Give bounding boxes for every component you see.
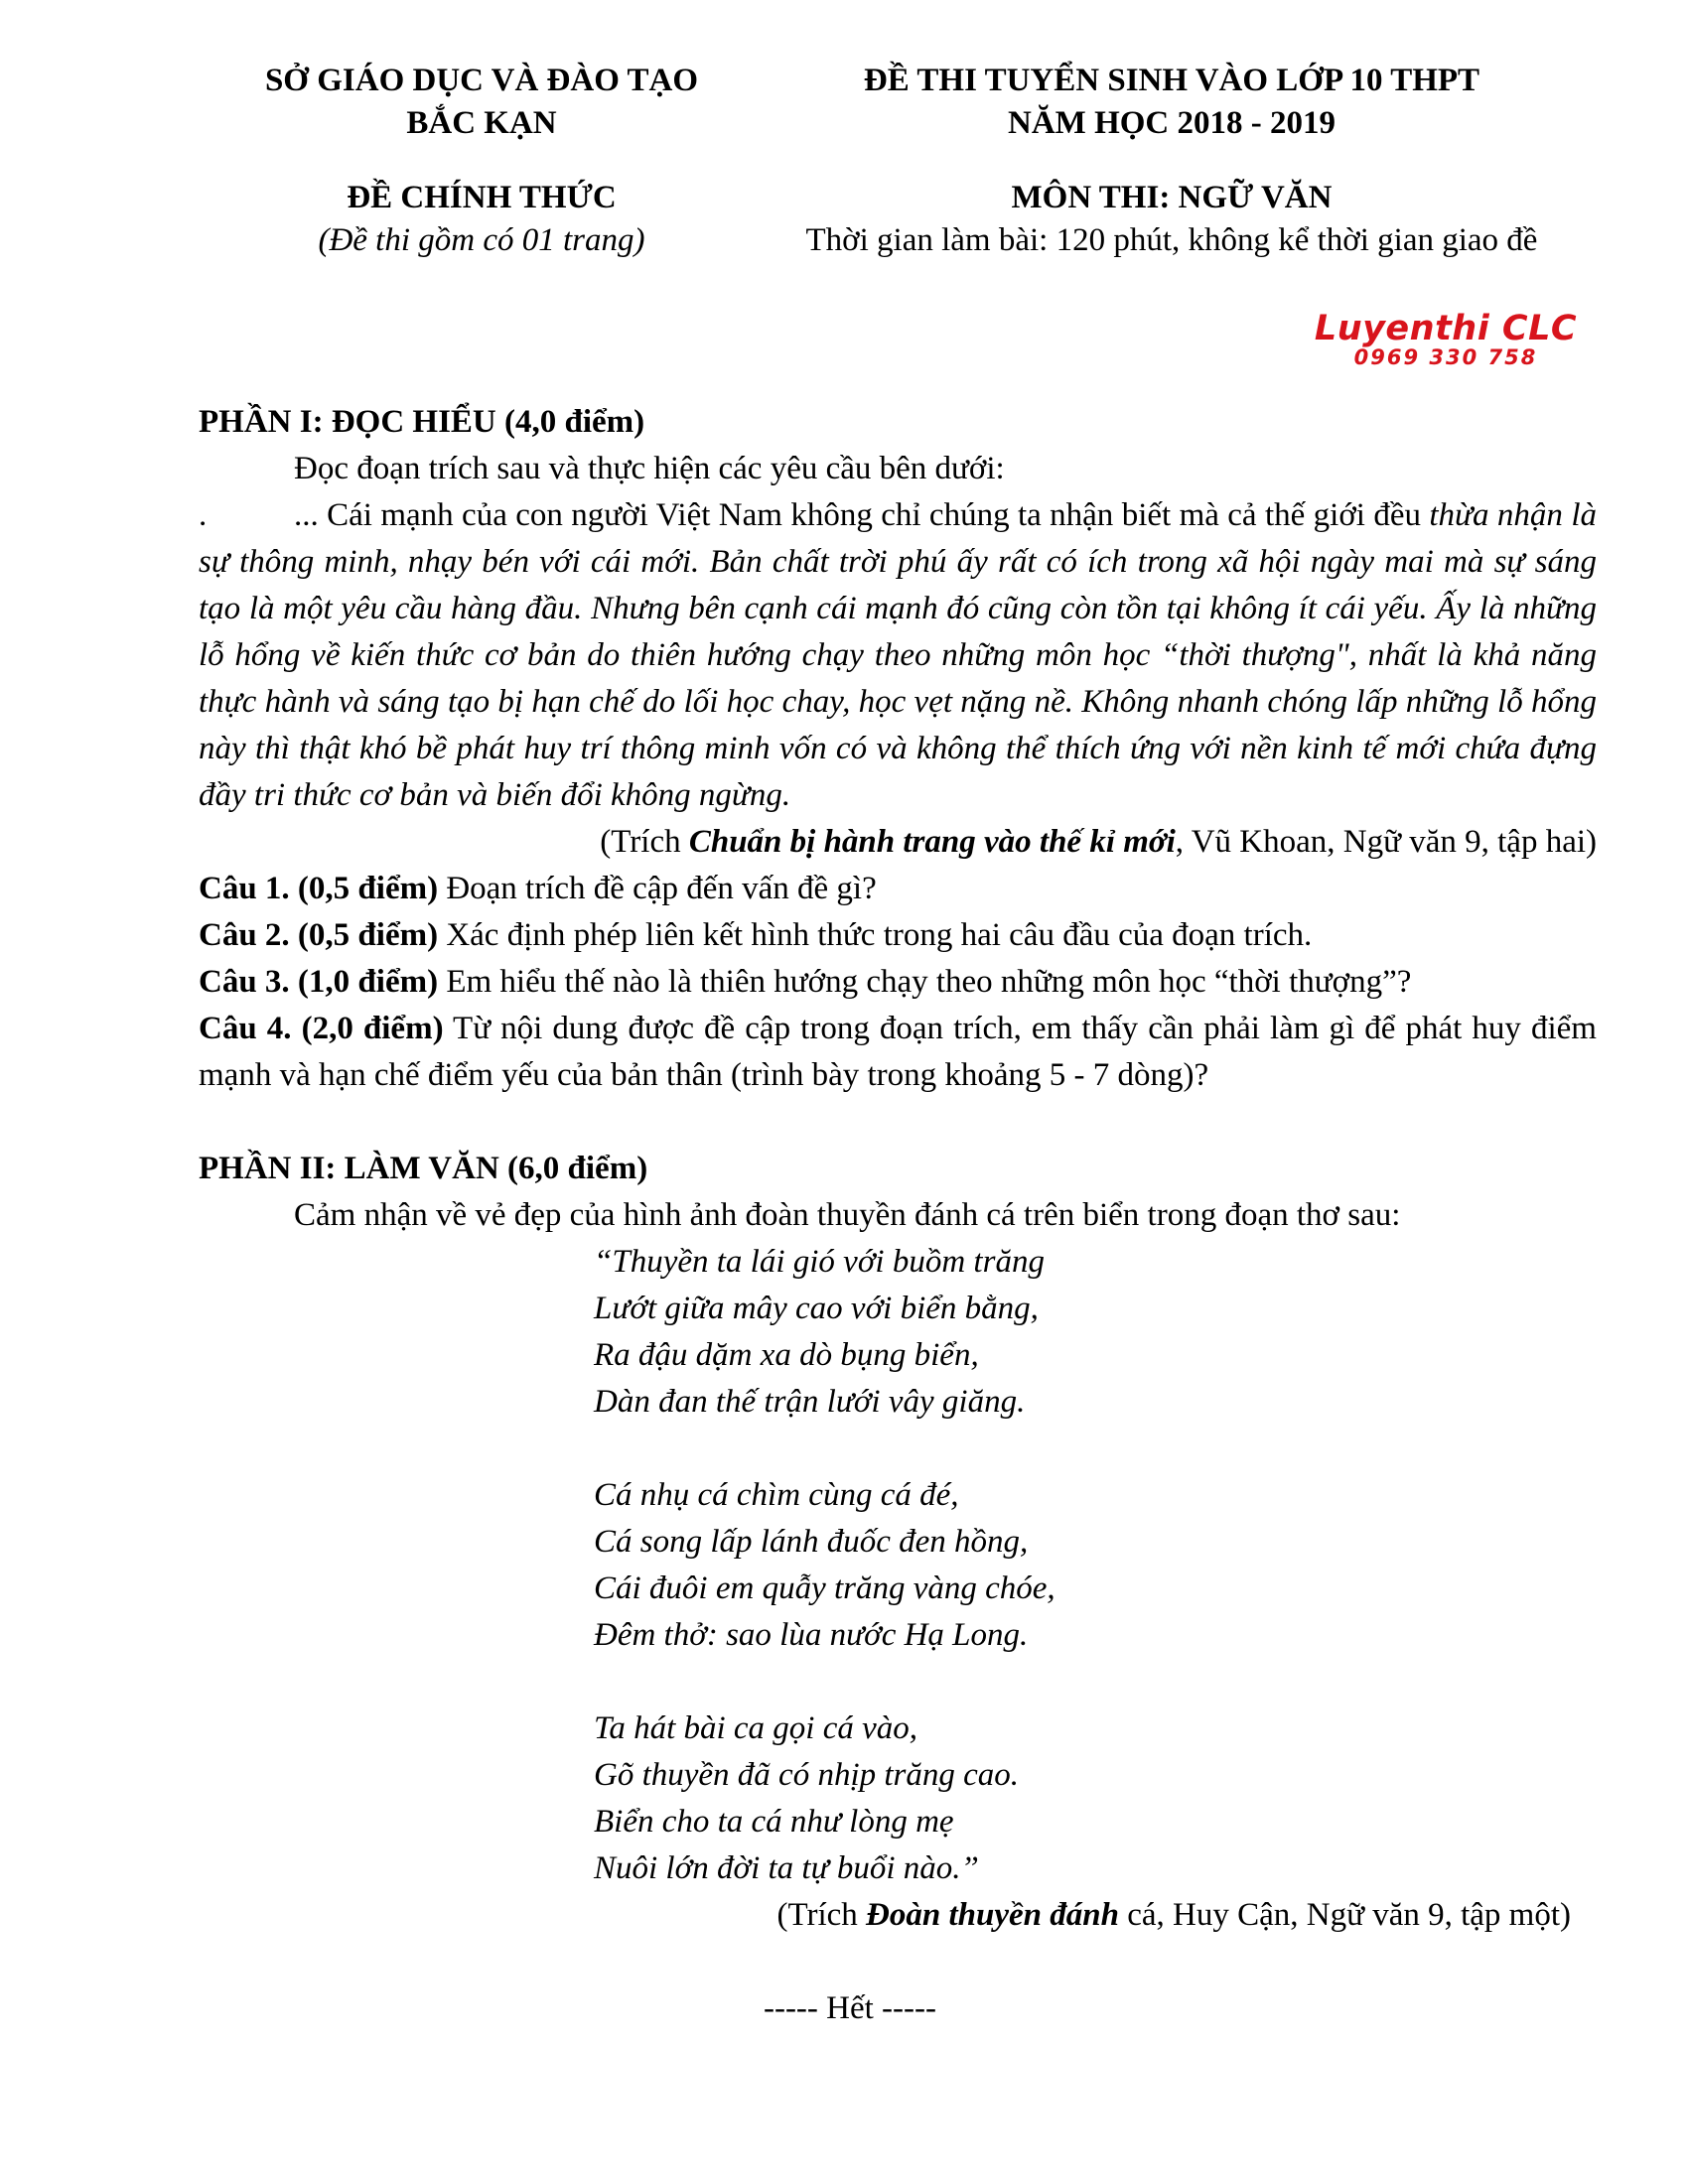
poem-citation: (Trích Đoàn thuyền đánh cá, Huy Cận, Ngữ văn 9, tập một) (776, 1897, 1571, 1933)
poem-line: Biển cho ta cá như lòng mẹ (594, 1804, 954, 1840)
school-year: NĂM HỌC 2018 - 2019 (1008, 105, 1336, 141)
poem-line: Ta hát bài ca gọi cá vào, (594, 1710, 918, 1746)
part2-title: PHẦN II: LÀM VĂN (6,0 điểm) (199, 1151, 648, 1186)
part1-instruction: Đọc đoạn trích sau và thực hiện các yêu cầu bên dưới: (294, 451, 1005, 486)
question-4 (199, 1006, 1597, 1099)
header-left (199, 60, 765, 262)
question-text: Xác định phép liên kết hình thức trong hai câu đầu của đoạn trích. (438, 917, 1313, 953)
brand-name: Luyenthi CLC (1314, 309, 1578, 348)
citation-poem-title: Đoàn thuyền đánh (866, 1897, 1119, 1933)
poem-line: Ra đậu dặm xa dò bụng biển, (594, 1337, 979, 1373)
poem-line: Cá nhụ cá chìm cùng cá đé, (594, 1477, 959, 1513)
department-name: SỞ GIÁO DỤC VÀ ĐÀO TẠO (264, 63, 699, 98)
poem-line: Nuôi lớn đời ta tự buổi nào.” (594, 1850, 979, 1886)
poem-line: “Thuyền ta lái gió với buồm trăng (594, 1244, 1045, 1280)
passage-text-italic: thừa nhận là sự thông minh, nhạy bén với cái mới. Bản chất trời phú ấy rất có ích trong xã hội ngày mai mà sự sáng tạo là một yêu cầu hàng đầu. Nhưng bên cạnh cái mạnh đó cũng còn tồn tại không ít cái yếu. Ấy là những lỗ hổng về kiến thức cơ bản do thiên hướng chạy theo những môn học “thời thượng", nhất là khả năng thực hành và sáng tạo bị hạn chế do lối học chay, học vẹt nặng nề. Không nhanh chóng lấp những lỗ hổng này thì thật khó bề phát huy trí thông minh vốn có và không thể thích ứng với nền kinh tế mới chứa đựng đầy tri thức cơ bản và biến đổi không ngừng. (199, 497, 1597, 813)
question-label: Câu 4. (2,0 điểm) (199, 1011, 444, 1046)
poem-line: Dàn đan thế trận lưới vây giăng. (594, 1384, 1026, 1420)
question-2 (199, 912, 1597, 959)
part2-prompt: Cảm nhận về vẻ đẹp của hình ảnh đoàn thuyền đánh cá trên biển trong đoạn thơ sau: (294, 1197, 1401, 1233)
question-label: Câu 2. (0,5 điểm) (199, 917, 439, 953)
poem-line: Đêm thở: sao lùa nước Hạ Long. (594, 1617, 1029, 1653)
poem-line: Cá song lấp lánh đuốc đen hồng, (594, 1524, 1029, 1560)
question-3 (199, 959, 1597, 1006)
passage-text-normal: ... Cái mạnh của con người Việt Nam không chỉ chúng ta nhận biết mà cả thế giới đều (294, 497, 1430, 533)
reading-passage (199, 492, 1597, 819)
subject-label: MÔN THI: NGỮ VĂN (1011, 180, 1333, 215)
exam-body (199, 399, 1597, 2032)
question-label: Câu 3. (1,0 điểm) (199, 964, 439, 1000)
province-name: BẮC KẠN (406, 105, 557, 141)
end-mark: ----- Hết ----- (763, 1990, 937, 2026)
passage-lead-dot: . (199, 497, 208, 533)
time-limit: Thời gian làm bài: 120 phút, không kể thời gian giao đề (805, 222, 1538, 258)
page-count-note: (Đề thi gồm có 01 trang) (318, 222, 645, 258)
passage-citation: (Trích Chuẩn bị hành trang vào thế kỉ mới, Vũ Khoan, Ngữ văn 9, tập hai) (600, 824, 1597, 860)
poem-line: Gõ thuyền đã có nhịp trăng cao. (594, 1757, 1020, 1793)
part1-title: PHẦN I: ĐỌC HIỂU (4,0 điểm) (199, 404, 645, 440)
question-label: Câu 1. (0,5 điểm) (199, 871, 439, 906)
question-text: Từ nội dung được đề cập trong đoạn trích, em thấy cần phải làm gì để phát huy điểm mạnh và hạn chế điểm yếu của bản thân (trình bày trong khoảng 5 - 7 dòng)? (199, 1011, 1597, 1093)
official-label: ĐỀ CHÍNH THỨC (347, 180, 617, 215)
citation-work-title: Chuẩn bị hành trang vào thế kỉ mới (688, 824, 1176, 860)
poem-line: Lướt giữa mây cao với biển bằng, (594, 1291, 1039, 1326)
poem-excerpt (594, 1239, 1597, 1892)
question-1 (199, 866, 1597, 912)
brand-watermark (1287, 310, 1605, 369)
question-text: Em hiểu thế nào là thiên hướng chạy theo những môn học “thời thượng”? (438, 964, 1412, 1000)
question-text: Đoạn trích đề cập đến vấn đề gì? (438, 871, 877, 906)
exam-title: ĐỀ THI TUYỂN SINH VÀO LỚP 10 THPT (863, 63, 1480, 98)
header-right (715, 60, 1628, 262)
poem-line: Cái đuôi em quẫy trăng vàng chóe, (594, 1570, 1055, 1606)
brand-phone: 0969 330 758 (1353, 345, 1538, 369)
